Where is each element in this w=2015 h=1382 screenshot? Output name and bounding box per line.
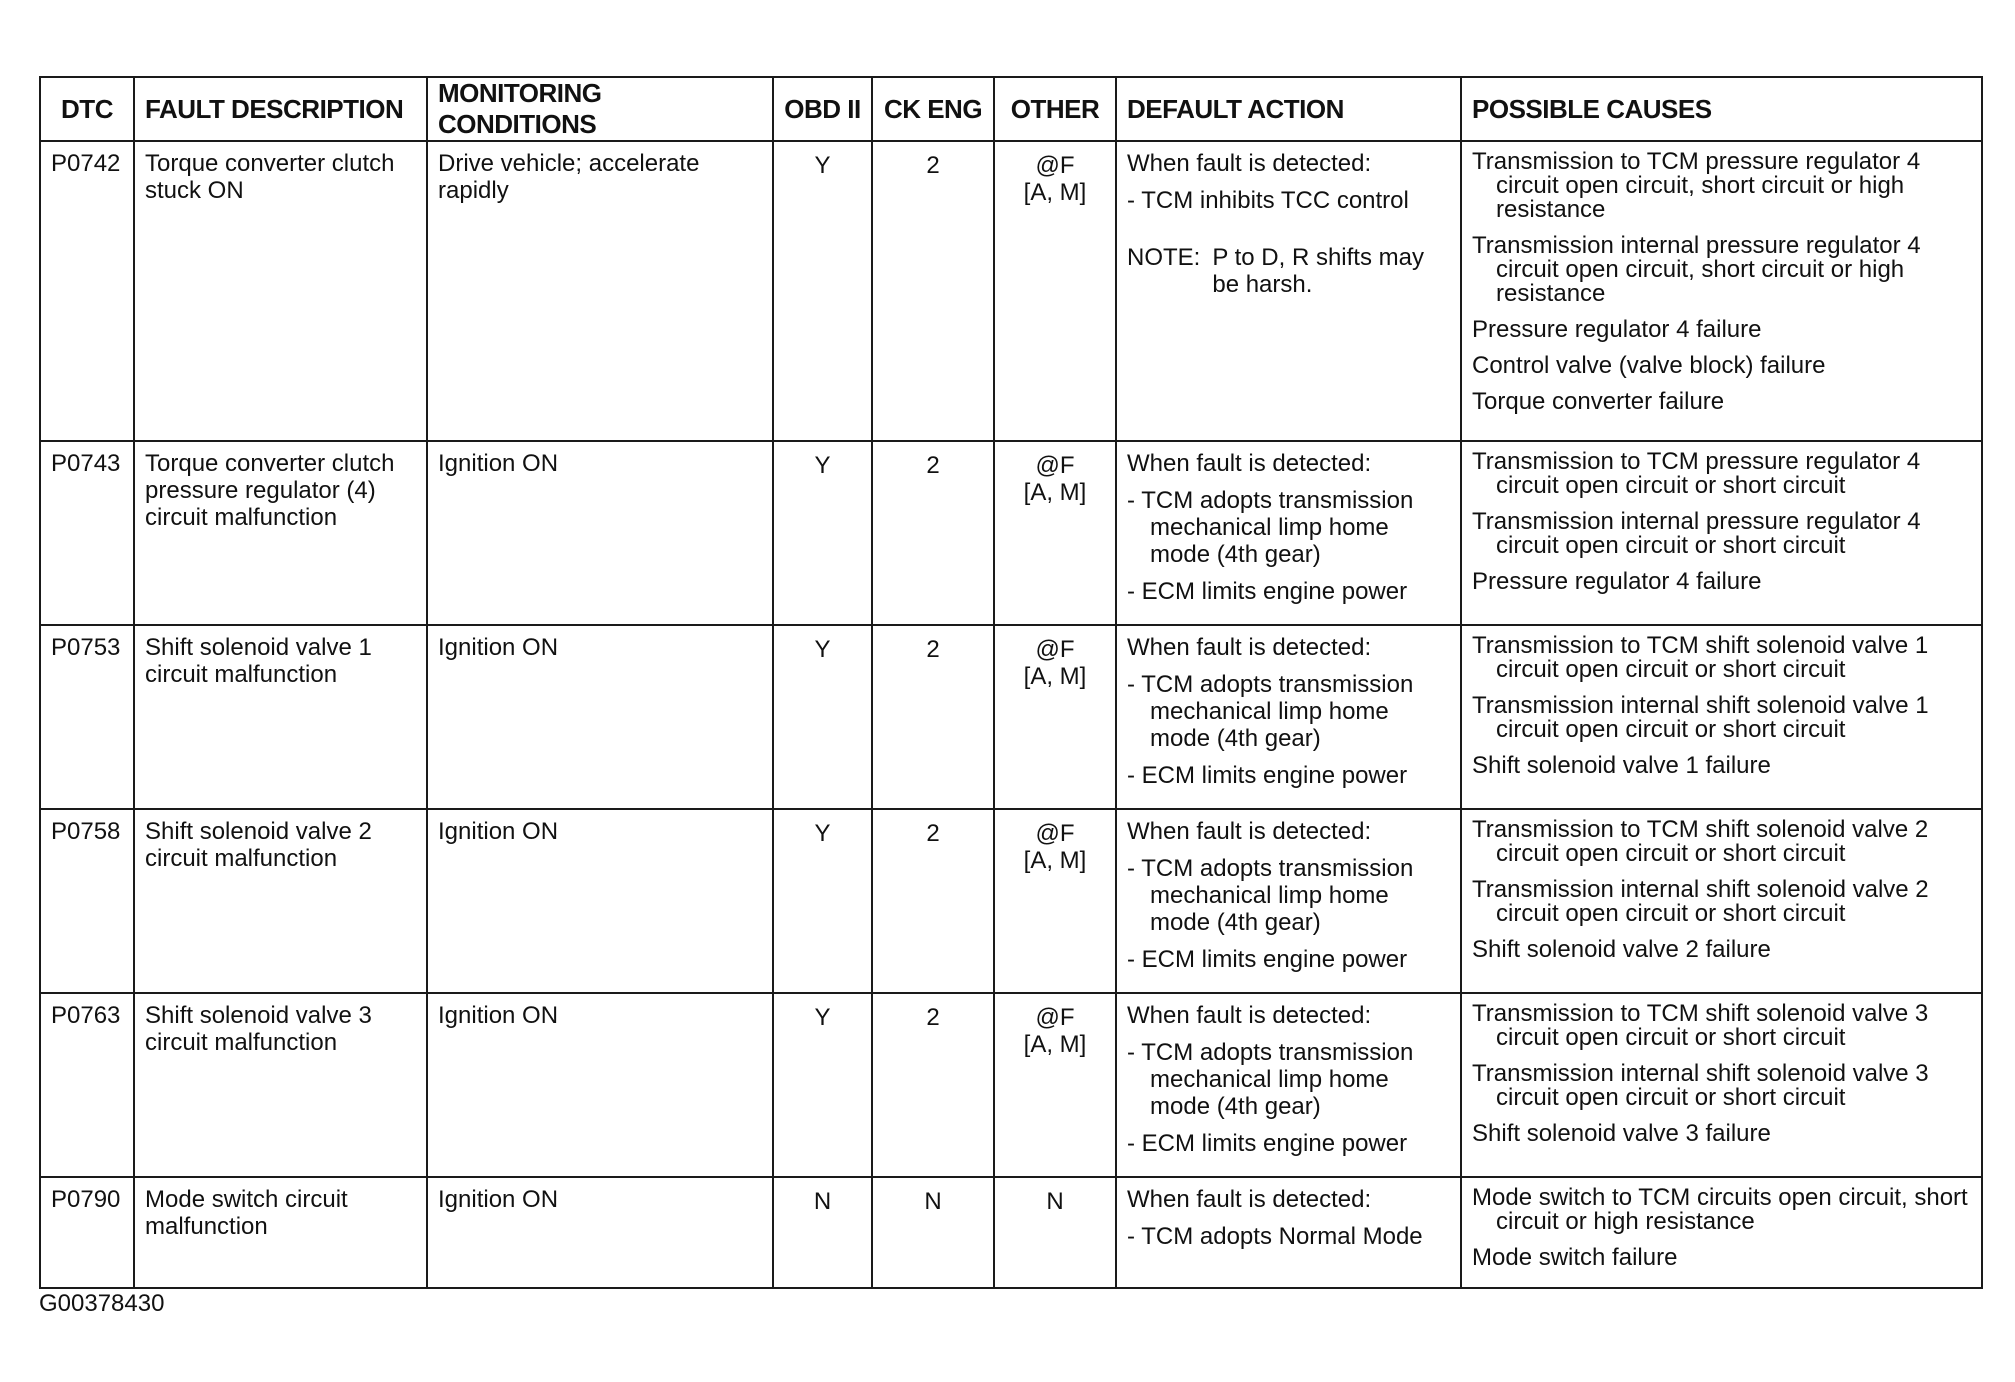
header-dtc: DTC [40, 77, 134, 141]
dtc-code: P0758 [40, 809, 134, 993]
possible-causes [1461, 809, 1982, 993]
default-intro: When fault is detected: [1127, 450, 1372, 477]
table-row-p0790 [40, 1177, 1982, 1288]
monitoring-line: Ignition ON [438, 1002, 559, 1029]
default-intro: When fault is detected: [1127, 1186, 1372, 1213]
fault-line: malfunction [145, 1213, 268, 1240]
dtc-code: P0790 [40, 1177, 134, 1288]
fault-description [134, 141, 427, 441]
default-action [1116, 993, 1461, 1177]
note-text: P to D, R shifts may be harsh. [1212, 244, 1424, 298]
dtc-table [39, 76, 1983, 1289]
fault-line: circuit malfunction [145, 661, 338, 688]
default-item: - TCM adopts Normal Mode [1127, 1223, 1423, 1250]
note-label: NOTE: [1127, 244, 1201, 271]
default-item: - ECM limits engine power [1127, 762, 1408, 789]
cause-item: Transmission internal shift solenoid valve 2 circuit open circuit or short circuit [1472, 876, 1929, 927]
header-fault-description: FAULT DESCRIPTION [134, 77, 427, 141]
header-monitoring-conditions: MONITORING CONDITIONS [427, 77, 773, 141]
cause-item: Torque converter failure [1472, 388, 1725, 415]
header-obd-ii: OBD II [773, 77, 872, 141]
fault-line: Shift solenoid valve 2 [145, 818, 372, 845]
cause-item: Transmission to TCM pressure regulator 4 circuit open circuit, short circuit or high resistance [1472, 148, 1921, 223]
obd-ii-value: N [773, 1177, 872, 1288]
possible-causes [1461, 625, 1982, 809]
cause-item: Shift solenoid valve 1 failure [1472, 752, 1771, 779]
cause-item: Pressure regulator 4 failure [1472, 316, 1762, 343]
default-action [1116, 1177, 1461, 1288]
dtc-code: P0743 [40, 441, 134, 625]
default-action [1116, 141, 1461, 441]
cause-item: Transmission internal shift solenoid valve 3 circuit open circuit or short circuit [1472, 1060, 1929, 1111]
table-row-p0742 [40, 141, 1982, 441]
ck-eng-value: 2 [872, 809, 994, 993]
default-action [1116, 625, 1461, 809]
default-action [1116, 441, 1461, 625]
obd-ii-value: Y [773, 809, 872, 993]
fault-description [134, 1177, 427, 1288]
default-item: - TCM inhibits TCC control [1127, 187, 1409, 214]
monitoring-conditions [427, 141, 773, 441]
default-item: - TCM adopts transmission mechanical limp home mode (4th gear) [1127, 1039, 1414, 1120]
ck-eng-value: N [872, 1177, 994, 1288]
fault-description [134, 809, 427, 993]
obd-ii-value: Y [773, 625, 872, 809]
monitoring-line: Ignition ON [438, 818, 559, 845]
cause-item: Shift solenoid valve 2 failure [1472, 936, 1771, 963]
other-line: [A, M] [1023, 179, 1087, 206]
fault-line: circuit malfunction [145, 1029, 338, 1056]
ck-eng-value: 2 [872, 141, 994, 441]
other-line: [A, M] [1023, 663, 1087, 690]
figure-id: G00378430 [39, 1290, 165, 1317]
cause-item: Transmission to TCM shift solenoid valve 1 circuit open circuit or short circuit [1472, 632, 1929, 683]
cause-item: Transmission internal pressure regulator 4 circuit open circuit or short circuit [1472, 508, 1921, 559]
monitoring-conditions [427, 809, 773, 993]
monitoring-line: Drive vehicle; accelerate [438, 150, 700, 177]
dtc-code: P0742 [40, 141, 134, 441]
other-line: @F [1035, 1004, 1075, 1031]
ck-eng-value: 2 [872, 441, 994, 625]
ck-eng-value: 2 [872, 625, 994, 809]
fault-description [134, 441, 427, 625]
obd-ii-value: Y [773, 441, 872, 625]
cause-item: Control valve (valve block) failure [1472, 352, 1826, 379]
cause-item: Transmission internal pressure regulator 4 circuit open circuit, short circuit or high resistance [1472, 232, 1921, 307]
fault-line: Torque converter clutch [145, 150, 395, 177]
monitoring-conditions [427, 625, 773, 809]
default-item: - TCM adopts transmission mechanical limp home mode (4th gear) [1127, 855, 1414, 936]
default-item: - ECM limits engine power [1127, 946, 1408, 973]
cause-item: Transmission to TCM shift solenoid valve 2 circuit open circuit or short circuit [1472, 816, 1929, 867]
header-row [40, 77, 1982, 141]
dtc-code: P0763 [40, 993, 134, 1177]
cause-item: Pressure regulator 4 failure [1472, 568, 1762, 595]
possible-causes [1461, 1177, 1982, 1288]
cause-item: Transmission internal shift solenoid valve 1 circuit open circuit or short circuit [1472, 692, 1929, 743]
cause-item: Mode switch failure [1472, 1244, 1678, 1271]
monitoring-line: rapidly [438, 177, 509, 204]
table-row-p0763 [40, 993, 1982, 1177]
monitoring-conditions [427, 993, 773, 1177]
possible-causes [1461, 993, 1982, 1177]
table-row-p0743 [40, 441, 1982, 625]
obd-ii-value: Y [773, 993, 872, 1177]
default-intro: When fault is detected: [1127, 634, 1372, 661]
other-line: [A, M] [1023, 1031, 1087, 1058]
default-item: - TCM adopts transmission mechanical limp home mode (4th gear) [1127, 487, 1414, 568]
other-line: N [1046, 1188, 1064, 1215]
monitoring-conditions [427, 441, 773, 625]
dtc-code: P0753 [40, 625, 134, 809]
other-line: [A, M] [1023, 479, 1087, 506]
fault-line: circuit malfunction [145, 845, 338, 872]
header-ck-eng: CK ENG [872, 77, 994, 141]
other-value [994, 993, 1116, 1177]
default-note [1127, 244, 1450, 298]
other-line: @F [1035, 820, 1075, 847]
ck-eng-value: 2 [872, 993, 994, 1177]
table-row-p0758 [40, 809, 1982, 993]
other-value [994, 141, 1116, 441]
other-line: @F [1035, 636, 1075, 663]
possible-causes [1461, 141, 1982, 441]
monitoring-line: Ignition ON [438, 450, 559, 477]
monitoring-conditions [427, 1177, 773, 1288]
other-line: @F [1035, 152, 1075, 179]
other-value [994, 625, 1116, 809]
other-value [994, 809, 1116, 993]
fault-line: Shift solenoid valve 1 [145, 634, 372, 661]
header-default-action: DEFAULT ACTION [1116, 77, 1461, 141]
obd-ii-value: Y [773, 141, 872, 441]
fault-line: Torque converter clutch [145, 450, 395, 477]
cause-item: Transmission to TCM shift solenoid valve 3 circuit open circuit or short circuit [1472, 1000, 1929, 1051]
other-value [994, 441, 1116, 625]
monitoring-line: Ignition ON [438, 1186, 559, 1213]
table-row-p0753 [40, 625, 1982, 809]
header-other: OTHER [994, 77, 1116, 141]
fault-line: stuck ON [145, 177, 244, 204]
other-line: @F [1035, 452, 1075, 479]
default-item: - ECM limits engine power [1127, 578, 1408, 605]
fault-line: circuit malfunction [145, 504, 338, 531]
cause-item: Shift solenoid valve 3 failure [1472, 1120, 1771, 1147]
default-intro: When fault is detected: [1127, 1002, 1372, 1029]
other-line: [A, M] [1023, 847, 1087, 874]
default-action [1116, 809, 1461, 993]
header-possible-causes: POSSIBLE CAUSES [1461, 77, 1982, 141]
monitoring-line: Ignition ON [438, 634, 559, 661]
cause-item: Transmission to TCM pressure regulator 4 circuit open circuit or short circuit [1472, 448, 1921, 499]
fault-description [134, 625, 427, 809]
fault-line: pressure regulator (4) [145, 477, 376, 504]
fault-line: Mode switch circuit [145, 1186, 348, 1213]
other-value [994, 1177, 1116, 1288]
default-intro: When fault is detected: [1127, 150, 1372, 177]
default-item: - ECM limits engine power [1127, 1130, 1408, 1157]
fault-description [134, 993, 427, 1177]
fault-line: Shift solenoid valve 3 [145, 1002, 372, 1029]
default-item: - TCM adopts transmission mechanical limp home mode (4th gear) [1127, 671, 1414, 752]
possible-causes [1461, 441, 1982, 625]
default-intro: When fault is detected: [1127, 818, 1372, 845]
cause-item: Mode switch to TCM circuits open circuit, short circuit or high resistance [1472, 1184, 1968, 1235]
